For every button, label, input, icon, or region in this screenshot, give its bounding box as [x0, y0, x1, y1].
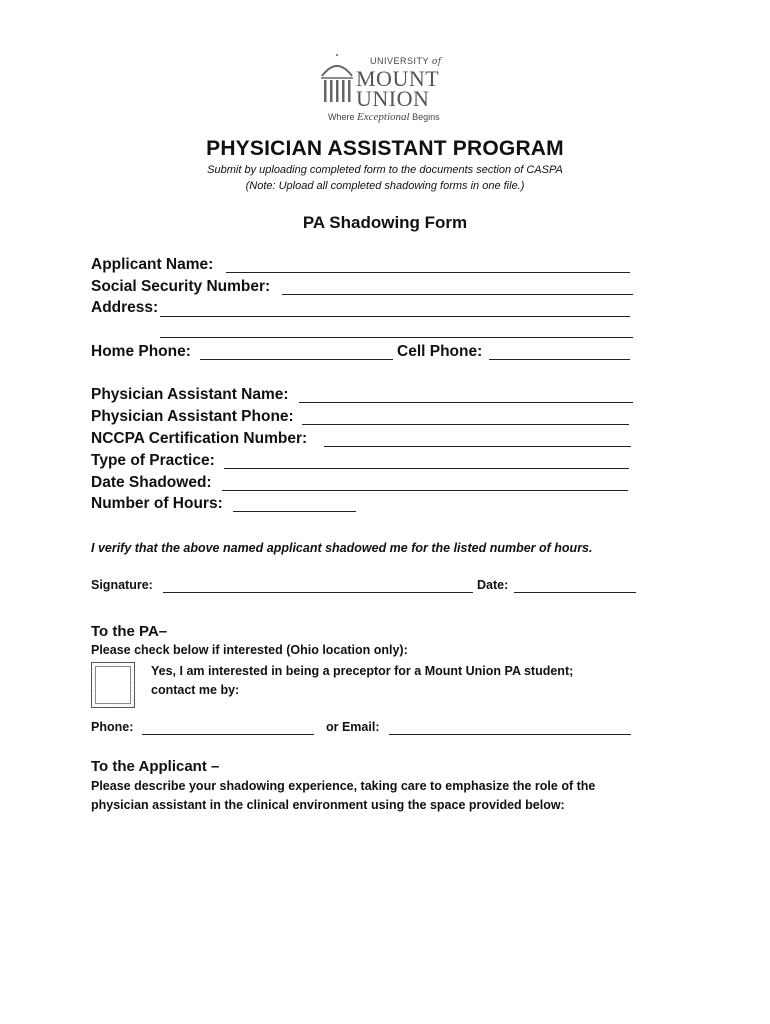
to-pa-instruction: Please check below if interested (Ohio location only):: [91, 643, 408, 657]
pa-phone-field[interactable]: [302, 424, 629, 425]
experience-description-area[interactable]: [91, 822, 661, 1012]
applicant-instruction-line2: physician assistant in the clinical environment using the space provided below:: [91, 798, 565, 812]
university-logo: [318, 48, 458, 128]
date-shadowed-label: Date Shadowed:: [91, 474, 212, 491]
contact-phone-label: Phone:: [91, 720, 134, 734]
pa-phone-label: Physician Assistant Phone:: [91, 408, 294, 425]
upload-note: (Note: Upload all completed shadowing forms in one file.): [245, 180, 525, 192]
signature-field[interactable]: [163, 592, 473, 593]
cell-phone-label: Cell Phone:: [397, 343, 483, 360]
ssn-label: Social Security Number:: [91, 278, 271, 295]
program-title: PHYSICIAN ASSISTANT PROGRAM: [206, 137, 564, 160]
address-field-line1[interactable]: [160, 316, 630, 317]
applicant-name-field[interactable]: [226, 272, 630, 273]
signature-label: Signature:: [91, 578, 153, 592]
checkbox-box: [95, 666, 131, 704]
cell-phone-field[interactable]: [489, 359, 630, 360]
preceptor-option-text-line2: contact me by:: [151, 683, 240, 697]
contact-phone-field[interactable]: [142, 734, 314, 735]
pa-name-label: Physician Assistant Name:: [91, 386, 289, 403]
to-pa-heading: To the PA–: [91, 623, 168, 640]
nccpa-label: NCCPA Certification Number:: [91, 430, 308, 447]
ssn-field[interactable]: [282, 294, 633, 295]
signature-date-label: Date:: [477, 578, 509, 592]
signature-date-field[interactable]: [514, 592, 636, 593]
hours-field[interactable]: [233, 511, 356, 512]
contact-email-field[interactable]: [389, 734, 631, 735]
logo-union-text: UNION: [356, 86, 430, 111]
preceptor-interest-checkbox[interactable]: [91, 662, 135, 708]
verification-statement: I verify that the above named applicant shadowed me for the listed number of hours.: [91, 541, 593, 555]
date-shadowed-field[interactable]: [222, 490, 628, 491]
address-field-line2[interactable]: [160, 337, 633, 338]
building-dome-icon: [318, 54, 356, 106]
logo-tagline: Where Exceptional Begins: [328, 111, 440, 123]
applicant-name-label: Applicant Name:: [91, 256, 214, 273]
to-applicant-heading: To the Applicant –: [91, 758, 220, 775]
address-label: Address:: [91, 299, 159, 316]
preceptor-option-text-line1: Yes, I am interested in being a preceptor for a Mount Union PA student;: [151, 664, 574, 678]
pa-name-field[interactable]: [299, 402, 633, 403]
home-phone-label: Home Phone:: [91, 343, 191, 360]
practice-type-field[interactable]: [224, 468, 629, 469]
contact-email-label: or Email:: [326, 720, 380, 734]
hours-label: Number of Hours:: [91, 495, 223, 512]
applicant-instruction-line1: Please describe your shadowing experience, taking care to emphasize the role of the: [91, 779, 596, 793]
logo-university-text: UNIVERSITY of: [370, 56, 442, 67]
form-title: PA Shadowing Form: [302, 213, 468, 232]
practice-type-label: Type of Practice:: [91, 452, 215, 469]
home-phone-field[interactable]: [200, 359, 393, 360]
nccpa-field[interactable]: [324, 446, 631, 447]
submission-instructions: Submit by uploading completed form to the documents section of CASPA: [207, 164, 563, 176]
logo-mount-text: MOUNT: [356, 66, 440, 91]
